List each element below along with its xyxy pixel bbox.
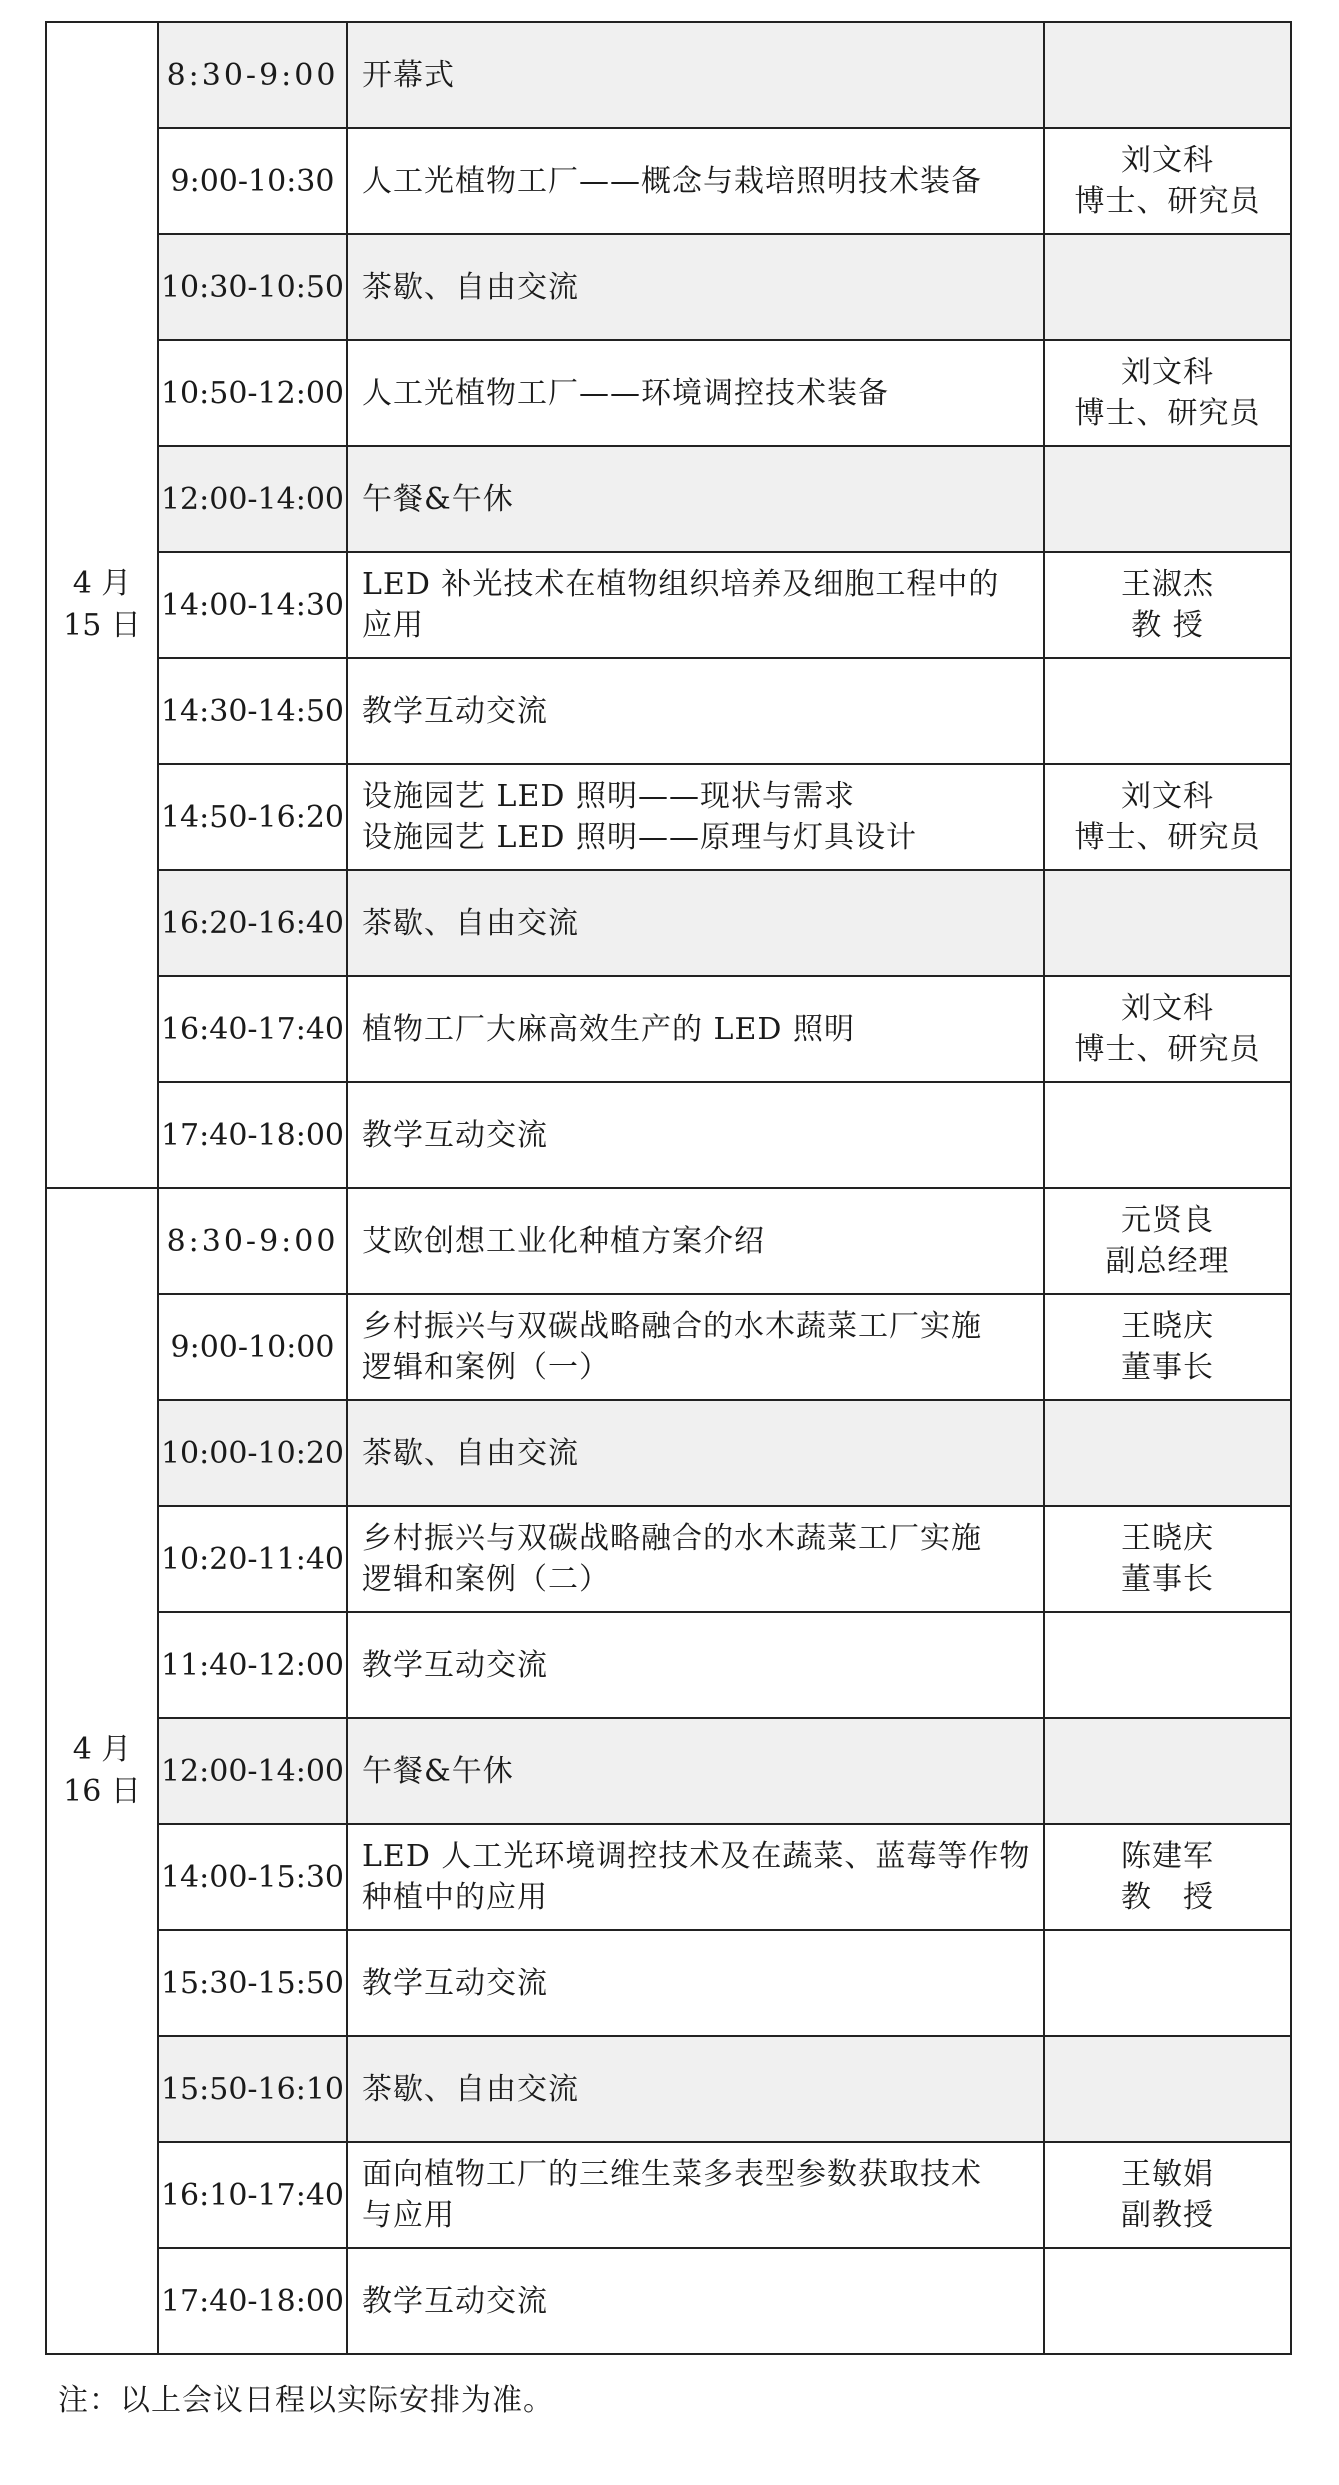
schedule-row bbox=[46, 234, 1291, 340]
topic-line: 人工光植物工厂——概念与栽培照明技术装备 bbox=[362, 163, 982, 199]
schedule-row bbox=[46, 870, 1291, 976]
topic-line: 逻辑和案例（二） bbox=[362, 1562, 610, 1597]
topic-cell bbox=[347, 764, 1044, 870]
speaker-cell bbox=[1044, 552, 1291, 658]
date-cell bbox=[46, 22, 158, 1188]
time-cell: 14:30-14:50 bbox=[158, 658, 347, 764]
topic-cell bbox=[347, 1718, 1044, 1824]
schedule-row bbox=[46, 1294, 1291, 1400]
schedule-row bbox=[46, 340, 1291, 446]
speaker-name: 刘文科 bbox=[1121, 991, 1214, 1026]
speaker-name: 王晓庆 bbox=[1121, 1309, 1214, 1344]
speaker-name: 刘文科 bbox=[1121, 779, 1214, 814]
schedule-row bbox=[46, 1188, 1291, 1294]
speaker-name: 王淑杰 bbox=[1121, 567, 1214, 602]
speaker-title: 董事长 bbox=[1121, 1350, 1214, 1385]
time-cell: 10:00-10:20 bbox=[158, 1400, 347, 1506]
topic-cell bbox=[347, 128, 1044, 234]
time-cell: 16:20-16:40 bbox=[158, 870, 347, 976]
topic-line: 设施园艺 LED 照明——现状与需求 bbox=[362, 779, 855, 814]
topic-cell bbox=[347, 1294, 1044, 1400]
schedule-body bbox=[46, 22, 1291, 2354]
topic-line: 人工光植物工厂——环境调控技术装备 bbox=[362, 375, 889, 411]
speaker-name: 王敏娟 bbox=[1121, 2157, 1214, 2192]
speaker-title: 教 授 bbox=[1121, 1880, 1214, 1915]
topic-cell bbox=[347, 1824, 1044, 1930]
time-cell: 14:00-15:30 bbox=[158, 1824, 347, 1930]
speaker-title: 博士、研究员 bbox=[1074, 820, 1261, 855]
topic-line: 乡村振兴与双碳战略融合的水木蔬菜工厂实施 bbox=[362, 1521, 982, 1556]
schedule-row bbox=[46, 552, 1291, 658]
time-cell: 10:20-11:40 bbox=[158, 1506, 347, 1612]
time-cell: 8:30-9:00 bbox=[158, 1188, 347, 1294]
time-cell: 15:50-16:10 bbox=[158, 2036, 347, 2142]
speaker-title: 副教授 bbox=[1121, 2198, 1214, 2233]
topic-cell bbox=[347, 22, 1044, 128]
topic-cell bbox=[347, 976, 1044, 1082]
topic-line: 与应用 bbox=[362, 2198, 455, 2233]
time-cell: 8:30-9:00 bbox=[158, 22, 347, 128]
schedule-row bbox=[46, 1930, 1291, 2036]
topic-line: 茶歇、自由交流 bbox=[362, 1435, 579, 1471]
schedule-row bbox=[46, 446, 1291, 552]
topic-line: 教学互动交流 bbox=[362, 693, 548, 729]
topic-cell bbox=[347, 234, 1044, 340]
speaker-cell bbox=[1044, 764, 1291, 870]
topic-line: 茶歇、自由交流 bbox=[362, 905, 579, 941]
schedule-row bbox=[46, 22, 1291, 128]
date-cell bbox=[46, 1188, 158, 2354]
speaker-name: 王晓庆 bbox=[1121, 1521, 1214, 1556]
speaker-cell bbox=[1044, 340, 1291, 446]
topic-line: 教学互动交流 bbox=[362, 2283, 548, 2319]
speaker-cell bbox=[1044, 128, 1291, 234]
topic-line: 教学互动交流 bbox=[362, 1117, 548, 1153]
topic-line: 午餐&午休 bbox=[362, 1753, 514, 1789]
topic-line: 茶歇、自由交流 bbox=[362, 2071, 579, 2107]
date-line: 4 月 bbox=[72, 566, 132, 601]
speaker-cell bbox=[1044, 1400, 1291, 1506]
time-cell: 12:00-14:00 bbox=[158, 1718, 347, 1824]
time-cell: 12:00-14:00 bbox=[158, 446, 347, 552]
topic-cell bbox=[347, 1930, 1044, 2036]
speaker-cell bbox=[1044, 1294, 1291, 1400]
topic-line: 种植中的应用 bbox=[362, 1880, 548, 1915]
speaker-cell bbox=[1044, 658, 1291, 764]
schedule-row bbox=[46, 128, 1291, 234]
schedule-row bbox=[46, 1718, 1291, 1824]
topic-cell bbox=[347, 658, 1044, 764]
speaker-cell bbox=[1044, 446, 1291, 552]
topic-line: 教学互动交流 bbox=[362, 1647, 548, 1683]
topic-line: 面向植物工厂的三维生菜多表型参数获取技术 bbox=[362, 2157, 982, 2192]
schedule-row bbox=[46, 1082, 1291, 1188]
schedule-row bbox=[46, 2248, 1291, 2354]
time-cell: 17:40-18:00 bbox=[158, 2248, 347, 2354]
time-cell: 16:40-17:40 bbox=[158, 976, 347, 1082]
schedule-row bbox=[46, 1506, 1291, 1612]
date-line: 16 日 bbox=[63, 1774, 141, 1809]
speaker-title: 副总经理 bbox=[1105, 1244, 1230, 1279]
topic-cell bbox=[347, 340, 1044, 446]
schedule-table bbox=[45, 21, 1292, 2355]
time-cell: 10:30-10:50 bbox=[158, 234, 347, 340]
speaker-name: 刘文科 bbox=[1121, 355, 1214, 390]
topic-cell bbox=[347, 1506, 1044, 1612]
date-line: 4 月 bbox=[72, 1732, 132, 1767]
topic-line: 植物工厂大麻高效生产的 LED 照明 bbox=[362, 1011, 855, 1047]
speaker-cell bbox=[1044, 1082, 1291, 1188]
schedule-row bbox=[46, 1400, 1291, 1506]
speaker-title: 博士、研究员 bbox=[1074, 1032, 1261, 1067]
topic-line: LED 补光技术在植物组织培养及细胞工程中的 bbox=[362, 567, 1000, 602]
schedule-row bbox=[46, 2142, 1291, 2248]
topic-cell bbox=[347, 446, 1044, 552]
schedule-row bbox=[46, 1824, 1291, 1930]
speaker-cell bbox=[1044, 22, 1291, 128]
topic-cell bbox=[347, 2036, 1044, 2142]
time-cell: 11:40-12:00 bbox=[158, 1612, 347, 1718]
topic-line: 乡村振兴与双碳战略融合的水木蔬菜工厂实施 bbox=[362, 1309, 982, 1344]
topic-line: 设施园艺 LED 照明——原理与灯具设计 bbox=[362, 820, 917, 855]
topic-line: 教学互动交流 bbox=[362, 1965, 548, 2001]
date-line: 15 日 bbox=[63, 608, 141, 643]
schedule-row bbox=[46, 764, 1291, 870]
topic-cell bbox=[347, 870, 1044, 976]
time-cell: 16:10-17:40 bbox=[158, 2142, 347, 2248]
time-cell: 14:50-16:20 bbox=[158, 764, 347, 870]
speaker-cell bbox=[1044, 2142, 1291, 2248]
topic-line: LED 人工光环境调控技术及在蔬菜、蓝莓等作物 bbox=[362, 1839, 1031, 1874]
speaker-cell bbox=[1044, 976, 1291, 1082]
speaker-name: 元贤良 bbox=[1121, 1203, 1214, 1238]
speaker-cell bbox=[1044, 1188, 1291, 1294]
footnote: 注：以上会议日程以实际安排为准。 bbox=[58, 2383, 554, 2418]
time-cell: 9:00-10:00 bbox=[158, 1294, 347, 1400]
schedule-row bbox=[46, 1612, 1291, 1718]
speaker-cell bbox=[1044, 2036, 1291, 2142]
topic-line: 逻辑和案例（一） bbox=[362, 1350, 610, 1385]
time-cell: 15:30-15:50 bbox=[158, 1930, 347, 2036]
speaker-cell bbox=[1044, 1718, 1291, 1824]
speaker-cell bbox=[1044, 1612, 1291, 1718]
topic-cell bbox=[347, 2248, 1044, 2354]
speaker-title: 教 授 bbox=[1131, 608, 1204, 643]
topic-cell bbox=[347, 1612, 1044, 1718]
speaker-cell bbox=[1044, 1824, 1291, 1930]
speaker-name: 刘文科 bbox=[1121, 143, 1214, 178]
topic-line: 开幕式 bbox=[362, 57, 455, 93]
schedule-row bbox=[46, 2036, 1291, 2142]
time-cell: 14:00-14:30 bbox=[158, 552, 347, 658]
topic-line: 午餐&午休 bbox=[362, 481, 514, 517]
topic-cell bbox=[347, 1082, 1044, 1188]
topic-line: 茶歇、自由交流 bbox=[362, 269, 579, 305]
schedule-row bbox=[46, 658, 1291, 764]
speaker-cell bbox=[1044, 870, 1291, 976]
topic-line: 艾欧创想工业化种植方案介绍 bbox=[362, 1223, 765, 1259]
speaker-name: 陈建军 bbox=[1121, 1839, 1214, 1874]
time-cell: 17:40-18:00 bbox=[158, 1082, 347, 1188]
topic-cell bbox=[347, 552, 1044, 658]
speaker-cell bbox=[1044, 234, 1291, 340]
speaker-cell bbox=[1044, 1930, 1291, 2036]
time-cell: 9:00-10:30 bbox=[158, 128, 347, 234]
topic-cell bbox=[347, 1400, 1044, 1506]
topic-cell bbox=[347, 2142, 1044, 2248]
speaker-cell bbox=[1044, 1506, 1291, 1612]
speaker-title: 董事长 bbox=[1121, 1562, 1214, 1597]
time-cell: 10:50-12:00 bbox=[158, 340, 347, 446]
speaker-title: 博士、研究员 bbox=[1074, 184, 1261, 219]
schedule-row bbox=[46, 976, 1291, 1082]
speaker-title: 博士、研究员 bbox=[1074, 396, 1261, 431]
speaker-cell bbox=[1044, 2248, 1291, 2354]
topic-cell bbox=[347, 1188, 1044, 1294]
topic-line: 应用 bbox=[362, 608, 424, 643]
